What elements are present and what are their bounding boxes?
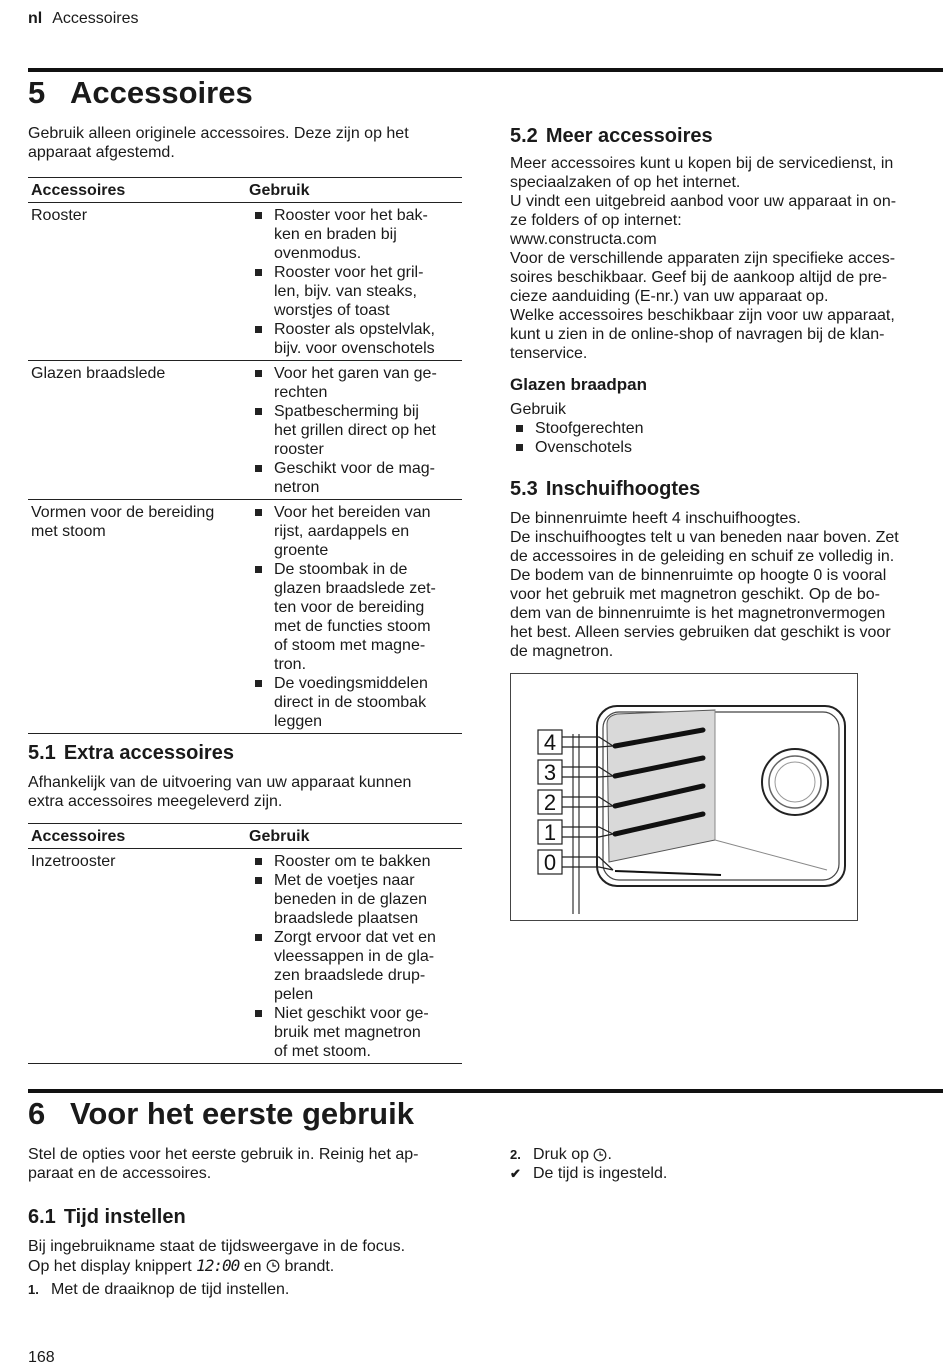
list-item: Voor het bereiden van rijst, aardappels en groente: [249, 503, 459, 560]
ch5-intro: Gebruik alleen originele accessoires. Deze zijn op het apparaat afgestemd.: [28, 125, 409, 161]
section-6-1-title: 6.1 Tijd instellen: [28, 1206, 186, 1228]
list-item: Voor het garen van ge- rechten: [249, 364, 459, 402]
list-item: De stoombak in de glazen braadslede zet- ten voor de bereiding met de functies stoom of stoom met magne- tron.: [249, 560, 459, 674]
section-5-1: [28, 741, 468, 1064]
list-item: Met de voetjes naar beneden in de glazen braadslede plaatsen: [249, 871, 459, 928]
section-5-3: [510, 477, 945, 661]
list-item: Stoofgerechten: [510, 419, 945, 438]
step-result: ✔ De tijd is ingesteld.: [510, 1165, 668, 1182]
header-section: Accessoires: [52, 10, 139, 27]
extra-accessories-table: [28, 823, 462, 1064]
chapter-6-right: [510, 1145, 945, 1183]
col-header-usage: Gebruik: [246, 824, 462, 849]
step-1: 1. Met de draaiknop de tijd instellen.: [28, 1281, 290, 1298]
col-header-accessories: Accessoires: [28, 824, 246, 849]
chapter-5-title: 5 Accessoires: [28, 75, 253, 110]
list-item: Rooster voor het bak- ken en braden bij ovenmodus.: [249, 206, 459, 263]
page-number: 168: [28, 1349, 55, 1366]
language-code: nl: [28, 10, 43, 27]
section-5-1-title: 5.1 Extra accessoires: [28, 742, 234, 764]
section-5-2: [510, 124, 945, 457]
left-column-top: [28, 124, 468, 734]
col-header-accessories: Accessoires: [28, 178, 246, 203]
step-2: 2. Druk op .: [510, 1146, 612, 1163]
usage-label: Gebruik: [510, 401, 567, 418]
shelf-level-label: 0: [543, 850, 557, 875]
list-item: Niet geschikt voor ge- bruik met magnetron of met stoom.: [249, 1004, 459, 1061]
table-row: Glazen braadslede Voor het garen van ge- rechten Spatbescherming bij het grillen direct op het rooster Geschikt voor de mag- netron: [28, 361, 462, 500]
list-item: Rooster als opstelvlak, bijv. voor ovenschotels: [249, 320, 459, 358]
oven-illustration: [511, 674, 857, 920]
checkmark-icon: ✔: [510, 1166, 521, 1181]
running-header: [28, 9, 138, 28]
website-link[interactable]: www.constructa.com: [510, 231, 657, 248]
shelf-level-label: 1: [543, 820, 557, 845]
list-item: Zorgt ervoor dat vet en vleessappen in de gla- zen braadslede drup- pelen: [249, 928, 459, 1004]
list-item: Rooster voor het gril- len, bijv. van steaks, worstjes of toast: [249, 263, 459, 320]
s61-text: Bij ingebruikname staat de tijdsweergave in de focus. Op het display knippert 12:00 en brandt.: [28, 1238, 406, 1275]
accessories-table: [28, 177, 462, 734]
section-5-3-title: 5.3 Inschuifhoogtes: [510, 478, 701, 500]
shelf-level-label: 2: [543, 790, 557, 815]
s53-text: De binnenruimte heeft 4 inschuifhoogtes. De inschuifhoogtes telt u van beneden naar boven. Zet de accessoires in de geleiding en schuif ze volledig in. De bodem van de binnenruimte op hoogte 0 is vooral voor het gebruik met magnetron geschikt. Op de bo- dem van de binnenruimte is het magnetronvermogen het best. Alleen servies gebruiken dat geschikt is voor de magnetron.: [510, 510, 899, 660]
chapter-rule: [28, 68, 943, 72]
shelf-level-label: 4: [543, 730, 557, 755]
col-header-usage: Gebruik: [246, 178, 462, 203]
braadpan-uses: [510, 419, 945, 457]
clock-icon: [266, 1259, 280, 1273]
table-row: Inzetrooster Rooster om te bakken Met de voetjes naar beneden in de glazen braadslede plaatsen Zorgt ervoor dat vet en vleessappen in de gla- zen braadslede drup- pelen Niet geschikt voor ge- bruik met magnetron of met stoom.: [28, 849, 462, 1064]
glazen-braadpan-title: Glazen braadpan: [510, 375, 647, 394]
list-item: Rooster om te bakken: [249, 852, 459, 871]
table-row: Vormen voor de bereiding met stoom Voor het bereiden van rijst, aardappels en groente De stoombak in de glazen braadslede zet- ten voor de bereiding met de functies stoom of stoom met magne- tron. De voedingsmiddelen direct in de stoombak leggen: [28, 500, 462, 734]
shelf-level-label: 3: [543, 760, 557, 785]
list-item: Ovenschotels: [510, 438, 945, 457]
chapter-6-left: [28, 1145, 468, 1299]
s51-intro: Afhankelijk van de uitvoering van uw apparaat kunnen extra accessoires meegeleverd zijn.: [28, 774, 412, 810]
shelf-levels-figure: [510, 673, 858, 921]
ch6-intro: Stel de opties voor het eerste gebruik in. Reinig het ap- paraat en de accessoires.: [28, 1146, 419, 1182]
section-5-2-title: 5.2 Meer accessoires: [510, 125, 713, 147]
list-item: Geschikt voor de mag- netron: [249, 459, 459, 497]
display-time: 12:00: [196, 1256, 240, 1275]
chapter-6-title: 6 Voor het eerste gebruik: [28, 1096, 414, 1131]
list-item: Spatbescherming bij het grillen direct op het rooster: [249, 402, 459, 459]
list-item: De voedingsmiddelen direct in de stoombak leggen: [249, 674, 459, 731]
chapter-rule: [28, 1089, 943, 1093]
clock-icon: [593, 1148, 607, 1162]
s52-text: Meer accessoires kunt u kopen bij de servicedienst, in speciaalzaken of op het internet. U vindt een uitgebreid aanbod voor uw apparaat in on- ze folders of op internet: www.constructa.com Voor de verschillende apparaten zijn specifieke acces- soires beschikbaar. Geef bij de aankoop altijd de pre- cieze aanduiding (E-nr.) van uw apparaat op. Welke accessoires beschikbaar zijn voor uw apparaat, kunt u zien in de online-shop of navragen bij de klan- tenservice.: [510, 155, 897, 362]
table-row: Rooster Rooster voor het bak- ken en braden bij ovenmodus. Rooster voor het gril- len, bijv. van steaks, worstjes of toast Rooster als opstelvlak, bijv. voor ovenschotels: [28, 203, 462, 361]
